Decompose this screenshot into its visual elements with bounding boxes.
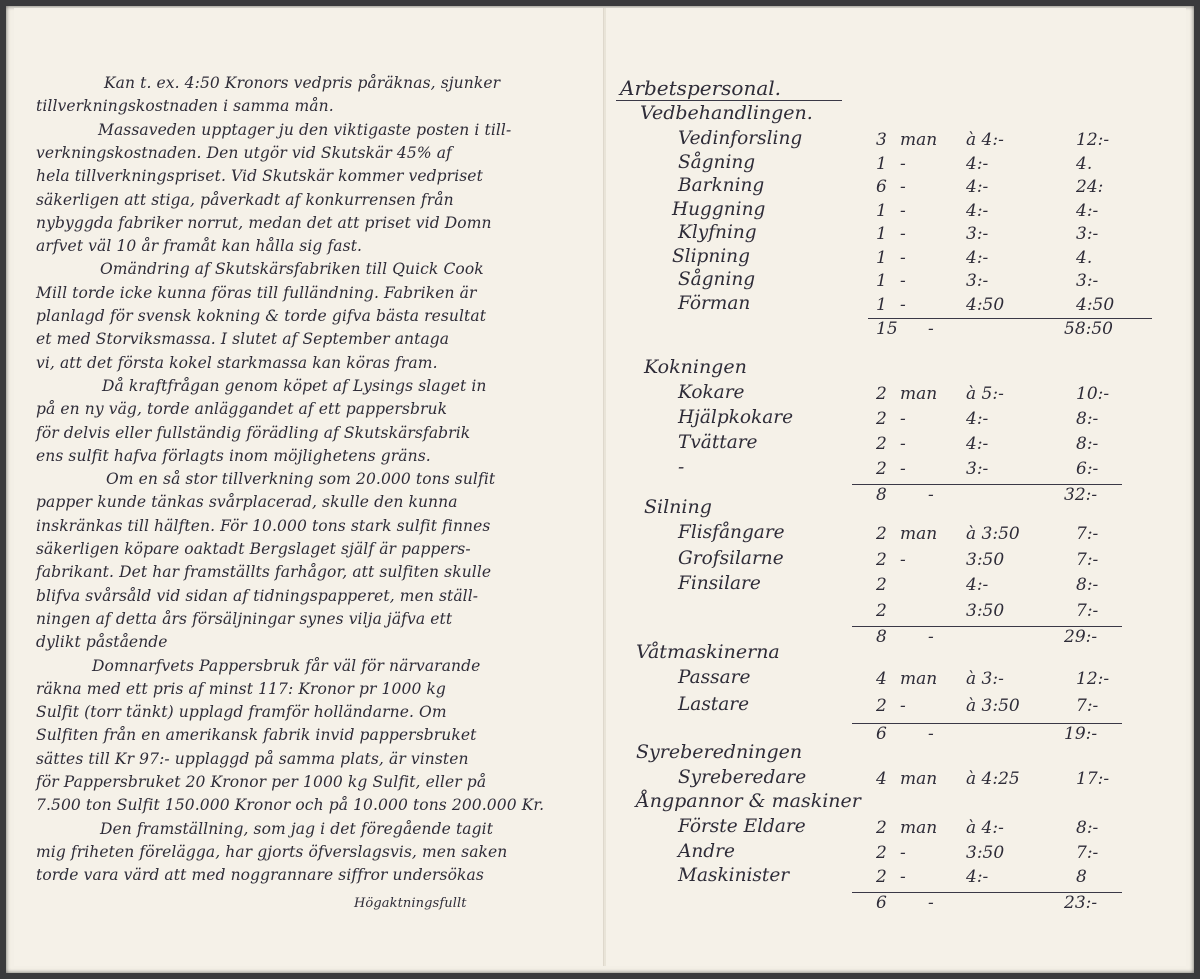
row-count: 1 bbox=[876, 271, 887, 291]
row-rate: à 3:- bbox=[966, 669, 1004, 689]
sum-unit: - bbox=[928, 724, 934, 744]
sum-total: 23:- bbox=[1064, 892, 1098, 913]
row-label: Sågning bbox=[678, 151, 756, 173]
text-line: fabrikant. Det har framställts farhågor, att sulfiten skulle bbox=[36, 563, 492, 582]
row-count: 2 bbox=[876, 434, 887, 454]
section-heading: Ångpannor & maskiner bbox=[636, 790, 861, 812]
text-line: arfvet väl 10 år framåt kan hålla sig fast. bbox=[36, 237, 363, 256]
section-heading: Silning bbox=[644, 496, 712, 518]
text-line: Om en så stor tillverkning som 20.000 tons sulfit bbox=[106, 470, 496, 489]
row-label: Tvättare bbox=[678, 432, 758, 453]
row-unit: - bbox=[900, 549, 906, 570]
row-count: 2 bbox=[876, 600, 887, 621]
text-line: planlagd för svensk kokning & torde gifva bästa resultat bbox=[36, 307, 487, 325]
row-total: 7:- bbox=[1076, 600, 1099, 621]
sum-unit: - bbox=[928, 627, 934, 647]
row-unit: - bbox=[900, 271, 906, 291]
section-heading: Våtmaskinerna bbox=[636, 641, 780, 663]
sum-count: 15 bbox=[876, 319, 898, 339]
text-line: säkerligen att stiga, påverkadt af konkurrensen från bbox=[36, 190, 454, 209]
row-rate: 4:- bbox=[966, 867, 989, 887]
row-rate: à 5:- bbox=[966, 384, 1004, 404]
row-count: 2 bbox=[876, 867, 887, 887]
row-total: 24: bbox=[1076, 177, 1104, 197]
row-label: Kokare bbox=[678, 382, 745, 403]
row-unit: man bbox=[900, 384, 938, 404]
row-total: 6:- bbox=[1076, 459, 1099, 479]
text-line: torde vara värd att med noggrannare siffror undersökas bbox=[36, 866, 484, 885]
row-unit: - bbox=[900, 696, 906, 716]
row-count: 2 bbox=[876, 409, 887, 429]
row-total: 7:- bbox=[1076, 524, 1099, 544]
row-label: Andre bbox=[678, 840, 735, 862]
row-label: Lastare bbox=[678, 694, 750, 715]
text-line: et med Storviksmassa. I slutet af September antaga bbox=[36, 330, 450, 349]
sum-total: 32:- bbox=[1064, 485, 1098, 505]
row-rate: 3:50 bbox=[966, 600, 1005, 621]
text-line: nybyggda fabriker norrut, medan det att priset vid Domn bbox=[36, 213, 492, 232]
row-unit: - bbox=[900, 200, 906, 221]
row-rate: à 3:50 bbox=[966, 696, 1020, 716]
row-count: 1 bbox=[876, 294, 887, 315]
row-label: - bbox=[678, 457, 685, 478]
row-count: 1 bbox=[876, 200, 887, 221]
row-total: 4:50 bbox=[1076, 294, 1115, 315]
row-label: Flisfångare bbox=[678, 522, 785, 543]
text-line: ens sulfit hafva förlagts inom möjlighetens gräns. bbox=[36, 446, 431, 465]
row-rate: 3:- bbox=[966, 271, 989, 291]
row-total: 3:- bbox=[1076, 224, 1099, 244]
row-label: Grofsilarne bbox=[678, 547, 784, 569]
row-label: Klyfning bbox=[678, 222, 757, 243]
text-line: Sulfit (torr tänkt) upplagd framför holländarne. Om bbox=[36, 703, 447, 722]
row-total: 8:- bbox=[1076, 434, 1099, 454]
row-rate: à 4:- bbox=[966, 130, 1004, 150]
right-page-title: Arbetspersonal. bbox=[620, 76, 782, 100]
row-unit: - bbox=[900, 224, 906, 244]
row-unit: - bbox=[900, 434, 906, 454]
row-unit: - bbox=[900, 842, 906, 863]
row-count: 4 bbox=[876, 669, 887, 689]
title-underline bbox=[616, 100, 842, 101]
row-count: 3 bbox=[876, 130, 887, 150]
sum-total: 19:- bbox=[1064, 724, 1098, 744]
row-unit: - bbox=[900, 247, 906, 268]
row-rate: 4:- bbox=[966, 247, 989, 268]
row-rate: à 3:50 bbox=[966, 524, 1020, 544]
text-line: sättes till Kr 97:- upplaggd på samma plats, är vinsten bbox=[36, 749, 469, 768]
row-count: 1 bbox=[876, 247, 887, 268]
row-total: 7:- bbox=[1076, 842, 1099, 863]
text-line: Omändring af Skutskärsfabriken till Quick Cook bbox=[100, 260, 484, 279]
row-label: Sågning bbox=[678, 269, 756, 290]
left-page bbox=[14, 8, 604, 966]
row-total: 12:- bbox=[1076, 130, 1110, 150]
row-rate: 4:50 bbox=[966, 294, 1005, 315]
row-rate: 4:- bbox=[966, 153, 989, 174]
text-line: tillverkningskostnaden i samma mån. bbox=[36, 97, 334, 116]
row-rate: à 4:- bbox=[966, 818, 1004, 838]
row-total: 4:- bbox=[1076, 200, 1099, 221]
row-label: Hjälpkokare bbox=[678, 407, 794, 428]
row-total: 7:- bbox=[1076, 549, 1099, 570]
row-total: 7:- bbox=[1076, 696, 1099, 716]
row-total: 4. bbox=[1076, 153, 1093, 174]
row-total: 10:- bbox=[1076, 384, 1110, 404]
sum-total: 58:50 bbox=[1064, 319, 1113, 339]
row-unit: - bbox=[900, 294, 906, 315]
row-count: 2 bbox=[876, 524, 887, 544]
text-line: Den framställning, som jag i det föregående tagit bbox=[100, 819, 494, 838]
row-count: 1 bbox=[876, 153, 887, 174]
text-line: Mill torde icke kunna föras till fulländning. Fabriken är bbox=[36, 283, 477, 302]
text-line: säkerligen köpare oaktadt Bergslaget själf är pappers- bbox=[36, 540, 471, 558]
signature-line: Högaktningsfullt bbox=[354, 895, 467, 911]
row-unit: - bbox=[900, 153, 906, 174]
row-count: 2 bbox=[876, 459, 887, 479]
row-rate: 3:50 bbox=[966, 842, 1005, 863]
row-rate: à 4:25 bbox=[966, 769, 1020, 789]
row-label: Förman bbox=[678, 292, 751, 314]
sum-unit: - bbox=[928, 319, 934, 339]
sum-count: 8 bbox=[876, 627, 887, 647]
section-heading: Vedbehandlingen. bbox=[640, 102, 813, 124]
row-label: Passare bbox=[678, 667, 751, 688]
row-rate: 3:- bbox=[966, 459, 989, 479]
row-count: 1 bbox=[876, 224, 887, 244]
row-count: 2 bbox=[876, 696, 887, 716]
row-total: 8:- bbox=[1076, 575, 1099, 595]
row-total: 8:- bbox=[1076, 818, 1099, 838]
row-total: 8:- bbox=[1076, 409, 1099, 429]
row-label: Vedinforsling bbox=[678, 128, 803, 149]
row-rate: 4:- bbox=[966, 177, 989, 197]
row-rate: 4:- bbox=[966, 409, 989, 429]
sum-total: 29:- bbox=[1064, 627, 1098, 647]
row-count: 2 bbox=[876, 549, 887, 570]
text-line: för Pappersbruket 20 Kronor per 1000 kg Sulfit, eller på bbox=[36, 773, 487, 791]
row-unit: - bbox=[900, 409, 906, 429]
text-line: Kan t. ex. 4:50 Kronors vedpris påräknas, sjunker bbox=[104, 74, 501, 92]
text-line: vi, att det första kokel starkmassa kan köras fram. bbox=[36, 353, 438, 372]
text-line: Då kraftfrågan genom köpet af Lysings slaget in bbox=[102, 376, 487, 395]
row-unit: - bbox=[900, 867, 906, 887]
section-heading: Kokningen bbox=[644, 356, 747, 378]
row-label: Barkning bbox=[678, 175, 765, 196]
row-rate: 4:- bbox=[966, 575, 989, 595]
row-label: Maskinister bbox=[678, 865, 790, 886]
row-unit: - bbox=[900, 177, 906, 197]
row-total: 17:- bbox=[1076, 769, 1110, 789]
text-line: verkningskostnaden. Den utgör vid Skutskär 45% af bbox=[36, 143, 452, 162]
text-line: på en ny väg, torde anläggandet af ett pappersbruk bbox=[36, 400, 448, 419]
row-unit: - bbox=[900, 459, 906, 479]
text-line: blifva svårsåld vid sidan af tidningspapperet, men ställ- bbox=[36, 586, 479, 605]
row-count: 2 bbox=[876, 575, 887, 595]
row-label: Huggning bbox=[672, 198, 766, 220]
text-line: hela tillverkningspriset. Vid Skutskär kommer vedpriset bbox=[36, 167, 483, 186]
row-unit: man bbox=[900, 769, 938, 789]
sum-count: 6 bbox=[876, 724, 887, 744]
row-count: 6 bbox=[876, 177, 887, 197]
text-line: Sulfiten från en amerikansk fabrik invid pappersbruket bbox=[36, 726, 477, 745]
row-label: Slipning bbox=[672, 245, 750, 267]
section-heading: Syreberedningen bbox=[636, 741, 803, 763]
row-rate: 4:- bbox=[966, 434, 989, 454]
row-count: 2 bbox=[876, 818, 887, 838]
text-line: dylikt påstående bbox=[36, 633, 168, 652]
text-line: 7.500 ton Sulfit 150.000 Kronor och på 10.000 tons 200.000 Kr. bbox=[36, 796, 545, 815]
row-unit: man bbox=[900, 524, 938, 544]
right-page bbox=[606, 8, 1186, 966]
text-line: Massaveden upptager ju den viktigaste posten i till- bbox=[98, 120, 512, 139]
row-total: 8 bbox=[1076, 867, 1087, 887]
row-unit: man bbox=[900, 130, 938, 150]
sum-count: 6 bbox=[876, 892, 887, 913]
row-count: 2 bbox=[876, 842, 887, 863]
row-total: 4. bbox=[1076, 247, 1093, 268]
text-line: mig friheten förelägga, har gjorts öfverslagsvis, men saken bbox=[36, 842, 508, 861]
text-line: för delvis eller fullständig förädling af Skutskärsfabrik bbox=[36, 423, 471, 442]
text-line: Domnarfvets Pappersbruk får väl för närvarande bbox=[92, 656, 481, 675]
text-line: räkna med ett pris af minst 117: Kronor pr 1000 kg bbox=[36, 679, 446, 698]
row-count: 4 bbox=[876, 769, 887, 789]
sum-count: 8 bbox=[876, 485, 887, 505]
sum-unit: - bbox=[928, 892, 934, 913]
text-line: papper kunde tänkas svårplacerad, skulle den kunna bbox=[36, 493, 458, 512]
sum-unit: - bbox=[928, 485, 934, 505]
row-rate: 3:- bbox=[966, 224, 989, 244]
row-label: Förste Eldare bbox=[678, 816, 806, 837]
row-unit: man bbox=[900, 818, 938, 838]
row-rate: 4:- bbox=[966, 200, 989, 221]
row-rate: 3:50 bbox=[966, 549, 1005, 570]
row-total: 12:- bbox=[1076, 669, 1110, 689]
row-total: 3:- bbox=[1076, 271, 1099, 291]
row-label: Finsilare bbox=[678, 573, 761, 594]
text-line: inskränkas till hälften. För 10.000 tons stark sulfit finnes bbox=[36, 516, 491, 535]
text-line: ningen af detta års försäljningar synes vilja jäfva ett bbox=[36, 609, 453, 628]
row-label: Syreberedare bbox=[678, 767, 807, 788]
row-unit: man bbox=[900, 669, 938, 689]
row-count: 2 bbox=[876, 384, 887, 404]
